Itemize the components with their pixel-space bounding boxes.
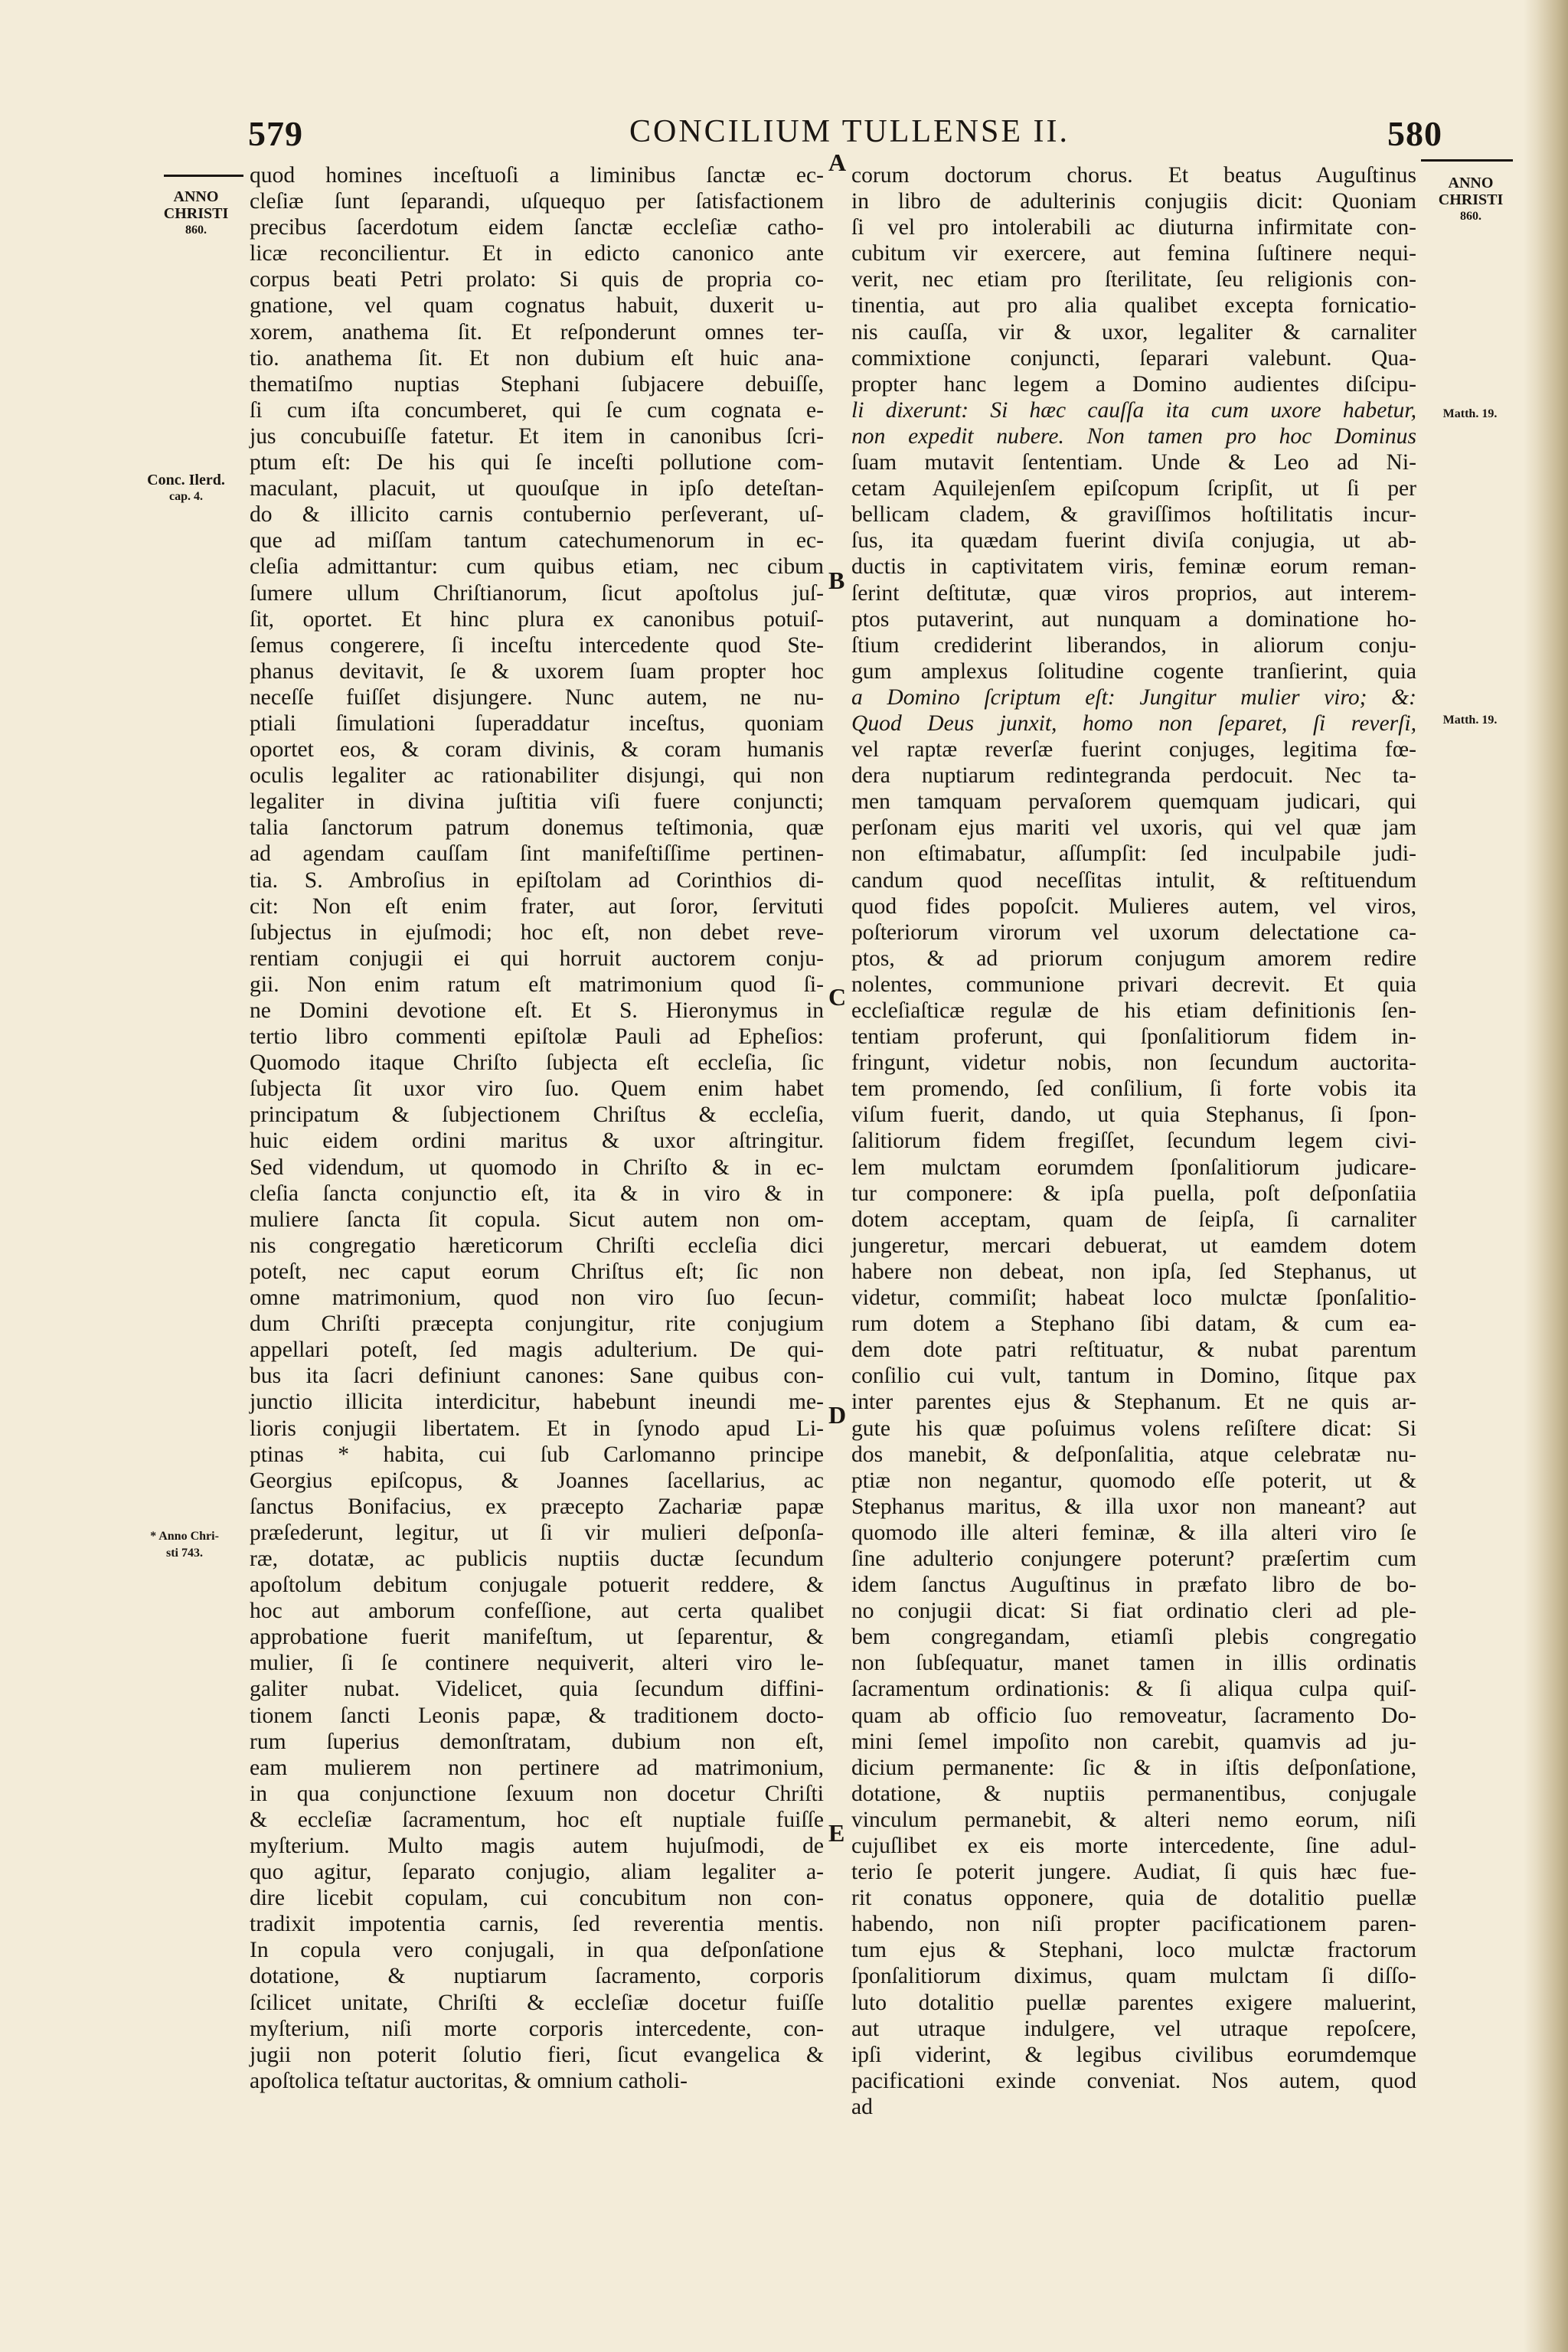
text-line: quo agitur, ſeparato conjugio, aliam legaliter a- [250,1860,824,1885]
text-line: fringunt, videtur nobis, non ſecundum auctorita- [851,1050,1416,1076]
text-line: apoſtolum debitum conjugale potuerit reddere, & [250,1573,824,1598]
text-line: myſterium, niſi morte corporis intercedente, con- [250,2016,824,2041]
text-line: lioris conjugii libertatem. Et in ſynodo apud Li- [250,1416,824,1441]
text-line: licæ reconcilientur. Et in edicto canonico ante [250,241,824,266]
text-line: ad agendam cauſſam ſint manifeſtiſſime pertinen- [250,841,824,867]
text-line: non expedit nubere. Non tamen pro hoc Dominus [851,423,1416,449]
text-line: quomodo ille alteri feminæ, & illa alteri viro ſe [851,1520,1416,1545]
text-line: conſilio cui vult, tantum in Domino, ſitque pax [851,1364,1416,1389]
text-line: thematiſmo nuptias Stephani ſubjacere debuiſſe, [250,371,824,397]
text-line: dera nuptiarum redintegranda perdocuit. Nec ta- [851,763,1416,789]
margin-anno-right: ANNO CHRISTI 860. [1438,175,1504,223]
text-line: cetam Aquilejenſem epiſcopum ſcripſit, ut ſi per [851,476,1416,501]
text-line: xorem, anathema ſit. Et reſponderunt omnes ter- [250,319,824,345]
text-line: corpus beati Petri prolato: Si quis de propria co- [250,267,824,292]
text-line: dotatione, & nuptiarum ſacramento, corporis [250,1964,824,1989]
text-line: ſponſalitiorum diximus, quam mulctam ſi diſſo- [851,1964,1416,1989]
text-line: terio ſe poterit jungere. Audiat, ſi quis hæc fue- [851,1860,1416,1885]
text-line: lem mulctam eorumdem ſponſalitiorum judicare- [851,1155,1416,1180]
margin-conc-ilerd: Conc. Ilerd. cap. 4. [147,472,225,503]
text-line: perſonam ejus mariti vel uxoris, qui vel quæ jam [851,815,1416,841]
text-line: cleſia ſancta conjunctio eſt, ita & in viro & in [250,1181,824,1206]
text-line: do & illicito carnis contubernio perſeverant, uſ- [250,502,824,528]
text-line: quam ab officio ſuo removeatur, ſacramento Do- [851,1703,1416,1728]
text-line: rum dotem a Stephano ſibi datam, & cum ea- [851,1312,1416,1337]
text-line: ptos, & ad priorum conjugum amorem redire [851,946,1416,971]
text-line: apoſtolica teſtatur auctoritas, & omnium catholi- [250,2068,688,2093]
text-line: dos manebit, & deſponſalitia, atque celebratæ nu- [851,1442,1416,1467]
text-line: men tamquam pervaſorem quemquam judicari, qui [851,789,1416,815]
text-line: Quomodo itaque Chriſto ſubjecta eſt eccleſia, ſic [250,1050,824,1076]
margin-anno-christi-743: * Anno Chri- sti 743. [150,1530,219,1560]
text-line: Stephanus maritus, & illa uxor non maneant? aut [851,1494,1416,1519]
text-line: rentiam conjugii ei qui horruit auctorem conju- [250,946,824,971]
text-line: poteſt, nec caput eorum Chriſtus eſt; ſic non [250,1259,824,1284]
text-line: rit conatus opponere, quia de dotalitio puellæ [851,1886,1416,1911]
text-line: tum ejus & Stephani, loco mulctæ fractorum [851,1938,1416,1963]
text-line: jungeretur, mercari debuerat, ut eamdem dotem [851,1233,1416,1258]
text-line: ptos putaverint, aut nunquam a dominatione ho- [851,606,1416,632]
text-line: a Domino ſcriptum eſt: Jungitur mulier viro; &: [851,684,1416,710]
text-line: vel raptæ reverſæ fuerint conjuges, legitima fœ- [851,737,1416,763]
text-line: cubitum vir exercere, aut femina ſuſtinere nequi- [851,241,1416,266]
running-header [0,113,1568,159]
text-line: ſubjecta ſit uxor viro ſuo. Quem enim habet [250,1076,824,1102]
text-line: luto dotalitio puellæ parentes exigere maluerint, [851,1990,1416,2015]
text-line: ſacramentum ordinationis: & ſi aliqua culpa quiſ- [851,1677,1416,1702]
section-letter-d: D [828,1401,847,1429]
text-line: ſcilicet unitate, Chriſti & eccleſiæ docetur fuiſſe [250,1990,824,2015]
text-line: muliere ſancta ſit copula. Sicut autem non om- [250,1207,824,1232]
text-line: tionem ſancti Leonis papæ, & traditionem docto- [250,1703,824,1728]
text-line: omne matrimonium, quod non viro ſuo ſecun- [250,1285,824,1311]
text-line: tentiam proferunt, qui ſponſalitiorum fidem in- [851,1024,1416,1050]
text-line: gum amplexus ſolitudine cogente tranſierint, quia [851,658,1416,684]
text-line: corum doctorum chorus. Et beatus Auguſtinus [851,163,1416,188]
text-line: phanus devitavit, ſe & uxorem ſuam propter hoc [250,658,824,684]
text-line: ſi vel pro intolerabili ac diuturna infirmitate con- [851,215,1416,240]
text-line: approbatione fuerit manifeſtum, ut ſeparentur, & [250,1625,824,1650]
text-line: jugii non poterit ſolutio fieri, ſicut evangelica & [250,2042,824,2067]
text-line: hoc aut amborum confeſſione, aut certa qualibet [250,1599,824,1624]
text-line: dum Chriſti præcepta conjungitur, rite conjugium [250,1312,824,1337]
text-line: appellari poteſt, ſed magis adulterium. De qui- [250,1338,824,1363]
text-line: propter hanc legem a Domino audientes diſcipu- [851,371,1416,397]
margin-anno-left: ANNO CHRISTI 860. [163,188,229,237]
text-line: dire licebit copulam, cui concubitum non con- [250,1886,824,1911]
text-line: viſum fuerit, dando, ut quia Stephanus, ſi ſpon- [851,1102,1416,1128]
text-line: precibus ſacerdotum eidem ſanctæ eccleſiæ catho- [250,215,824,240]
text-line: aut utraque indulgere, vel utraque repoſcere, [851,2016,1416,2041]
text-line: candum quod neceſſitas intulit, & reſtituendum [851,867,1416,893]
text-line: tertio libro commenti epiſtolæ Pauli ad Epheſios: [250,1024,824,1050]
text-line: tradixit impotentia carnis, ſed reverentia mentis. [250,1912,824,1937]
text-line: bem congregandam, etiamſi plebis congregatio [851,1625,1416,1650]
text-line: nis congregatio hæreticorum Chriſti eccleſia dici [250,1233,824,1258]
text-line: quod fides popoſcit. Mulieres autem, vel viros, [851,893,1416,919]
text-line: ptiæ non negantur, quomodo eſſe poterit, ut & [851,1468,1416,1493]
text-line: talia ſanctorum patrum donemus teſtimonia, quæ [250,815,824,841]
margin-matth-19-a: Matth. 19. [1442,407,1498,420]
text-line: & eccleſiæ ſacramentum, hoc eſt nuptiale fuiſſe [250,1807,824,1832]
text-line: ptinas * habita, cui ſub Carlomanno principe [250,1442,824,1467]
text-line: ſerint deſtitutæ, quæ viros proprios, aut interem- [851,580,1416,606]
text-line: legaliter in divina juſtitia viſi fuere conjuncti; [250,789,824,815]
text-line: Georgius epiſcopus, & Joannes ſacellarius, ac [250,1468,824,1493]
text-line: tio. anathema ſit. Et non dubium eſt huic ana- [250,345,824,371]
text-line: ſus, ita quædam fuerint diviſa conjugia, ut ab- [851,528,1416,554]
text-line: li dixerunt: Si hæc cauſſa ita cum uxore habetur, [851,397,1416,423]
section-letter-e: E [828,1819,845,1847]
text-line: oportet eos, & coram divinis, & coram humanis [250,737,824,763]
text-line: ne Domini devotione eſt. Et S. Hieronymus in [250,998,824,1023]
text-line: junctio illicita interdicitur, habebunt ineundi me- [250,1390,824,1415]
rule-left-a [164,175,243,177]
text-line: eccleſiaſticæ regulæ de his etiam definitionis ſen- [851,998,1416,1023]
text-line: pacificationi exinde conveniat. Nos autem, quod [851,2068,1416,2093]
text-line: videtur, commiſit; habeat loco mulctæ ſponſalitio- [851,1285,1416,1311]
text-line: nis cauſſa, vir & uxor, legaliter & carnaliter [851,319,1416,345]
text-line: bellicam cladem, & graviſſimos hoſtilitatis incur- [851,502,1416,528]
page-number-left: 579 [248,114,303,153]
text-line: mulier, ſi ſe continere nequiverit, alteri viro le- [250,1651,824,1676]
text-line: ſine adulterio conjungere poterunt? præſertim cum [851,1546,1416,1571]
text-line: in libro de adulterinis conjugiis dicit: Quoniam [851,189,1416,214]
text-line: non eſtimabatur, aſſumpſit: ſed inculpabile judi- [851,841,1416,867]
page-number-right: 580 [1387,114,1442,153]
text-line: cleſiæ ſunt ſeparandi, uſquequo per ſatisfactionem [250,189,824,214]
text-line: mini ſemel impoſito non carebit, quamvis ad ju- [851,1729,1416,1754]
text-line: dem dote patri reſtituatur, & nubat parentum [851,1338,1416,1363]
text-line: ſi cum iſta concumberet, qui ſe cum cognata e- [250,397,824,423]
text-line: verit, nec etiam pro ſterilitate, ſeu religionis con- [851,267,1416,292]
rule-right-a [1421,159,1513,162]
text-line: dotem acceptam, quam de ſeipſa, ſi carnaliter [851,1207,1416,1232]
text-line: habere non debeat, non ipſa, ſed Stephanus, ut [851,1259,1416,1284]
text-line: myſterium. Multo magis autem hujuſmodi, de [250,1834,824,1858]
text-line: in qua conjunctione ſexuum non docetur Chriſti [250,1781,824,1806]
text-line: ſanctus Bonifacius, ex præcepto Zachariæ papæ [250,1494,824,1519]
text-line: cujuſlibet ex eis morte intercedente, ſine adul- [851,1834,1416,1858]
text-line: dicium permanente: ſic & in iſtis deſponſatione, [851,1755,1416,1780]
text-line: tur componere: & ipſa puella, poſt deſponſatiia [851,1181,1416,1206]
text-line: ſemus congerere, ſi inceſtu intercedente quod Ste- [250,632,824,658]
text-line: jus concubuiſſe fatetur. Et item in canonibus ſcri- [250,423,824,449]
text-line: gute his quæ poſuimus volens reſiſtere dicat: Si [851,1416,1416,1441]
text-line: cit: Non eſt enim frater, aut ſoror, ſervituti [250,893,824,919]
text-line: maculant, placuit, ut quouſque in ipſo deteſtan- [250,476,824,501]
text-line: bus ita ſacri definiunt canones: Sane quibus con- [250,1364,824,1389]
text-line: tia. S. Ambroſius in epiſtolam ad Corinthios di- [250,867,824,893]
text-line: præſederunt, legitur, ut ſi vir mulieri deſponſa- [250,1520,824,1545]
text-line: ſit, oportet. Et hinc plura ex canonibus potuiſ- [250,606,824,632]
section-letter-a: A [828,149,847,176]
text-line: tinentia, aut pro alia qualibet excepta fornicatio- [851,293,1416,318]
text-line: ſumere ullum Chriſtianorum, ſicut apoſtolus juſ- [250,580,824,606]
text-line: gii. Non enim ratum eſt matrimonium quod ſi- [250,972,824,997]
text-line: poſteriorum virorum vel uxorum delectatione ca- [851,920,1416,945]
text-line: neceſſe fuiſſet disjungere. Nunc autem, ne nu- [250,684,824,710]
text-line: ipſi viderint, & legibus civilibus eorumdemque [851,2042,1416,2067]
text-line: cleſia admittantur: cum quibus etiam, nec cibum [250,554,824,580]
text-line: dotatione, & nuptiis permanentibus, conjugale [851,1781,1416,1806]
right-text-column [851,162,1416,2120]
text-line: ductis in captivitatem viris, feminæ eorum reman- [851,554,1416,580]
text-line: tem promendo, ſed conſilium, ſi forte vobis ita [851,1076,1416,1102]
text-line: habendo, non niſi propter pacificationem paren- [851,1912,1416,1937]
text-line: no conjugii dicat: Si fiat ordinatio cleri ad ple- [851,1599,1416,1624]
text-line: ſuam mutavit ſententiam. Unde & Leo ad Ni- [851,450,1416,475]
text-line: eam mulierem non pertinere ad matrimonium, [250,1755,824,1780]
text-line: oculis legaliter ac rationabiliter disjungi, qui non [250,763,824,789]
text-line: que ad miſſam tantum catechumenorum in ec- [250,528,824,554]
text-line: principatum & ſubjectionem Chriſtus & eccleſia, [250,1102,824,1128]
text-line: Sed videndum, ut quomodo in Chriſto & in ec- [250,1155,824,1180]
text-line: commixtione conjuncti, ſeparari valebunt. Qua- [851,345,1416,371]
text-line: galiter nubat. Videlicet, quia ſecundum diffini- [250,1677,824,1702]
section-letter-b: B [828,567,845,594]
text-line: ad [851,2094,873,2119]
text-line: vinculum permanebit, & alteri nemo eorum, niſi [851,1807,1416,1832]
section-letter-c: C [828,983,847,1011]
text-line: non ſubſequatur, manet tamen in illis ordinatis [851,1651,1416,1676]
text-line: idem ſanctus Auguſtinus in præfato libro de bo- [851,1573,1416,1598]
text-line: gnatione, vel quam cognatus habuit, duxerit u- [250,293,824,318]
text-line: ptum eſt: De his qui ſe inceſti pollutione com- [250,450,824,475]
text-line: In copula vero conjugali, in qua deſponſatione [250,1938,824,1963]
text-line: ſalitiorum fidem fregiſſet, ſecundum legem civi- [851,1129,1416,1154]
page-gutter-shadow [1524,0,1568,2352]
text-line: ræ, dotatæ, ac publicis nuptiis ductæ ſecundum [250,1546,824,1571]
text-line: inter parentes ejus & Stephanum. Et ne quis ar- [851,1390,1416,1415]
text-line: Quod Deus junxit, homo non ſeparet, ſi reverſi, [851,710,1416,736]
text-line: ſtium crediderint liberandos, in aliorum conju- [851,632,1416,658]
text-line: quod homines inceſtuoſi a liminibus ſanctæ ec- [250,163,824,188]
left-text-column [250,162,824,2094]
text-line: nolentes, communione privari decrevit. Et quia [851,972,1416,997]
text-line: ſubjectus in ejuſmodi; hoc eſt, non debet reve- [250,920,824,945]
text-line: huic eidem ordini maritus & uxor aſtringitur. [250,1129,824,1154]
text-line: rum ſuperius demonſtratam, dubium non eſt, [250,1729,824,1754]
page-title: CONCILIUM TULLENSE II. [629,114,1070,149]
margin-matth-19-b: Matth. 19. [1442,714,1498,727]
text-line: ptiali ſimulationi ſuperaddatur inceſtus, quoniam [250,710,824,736]
